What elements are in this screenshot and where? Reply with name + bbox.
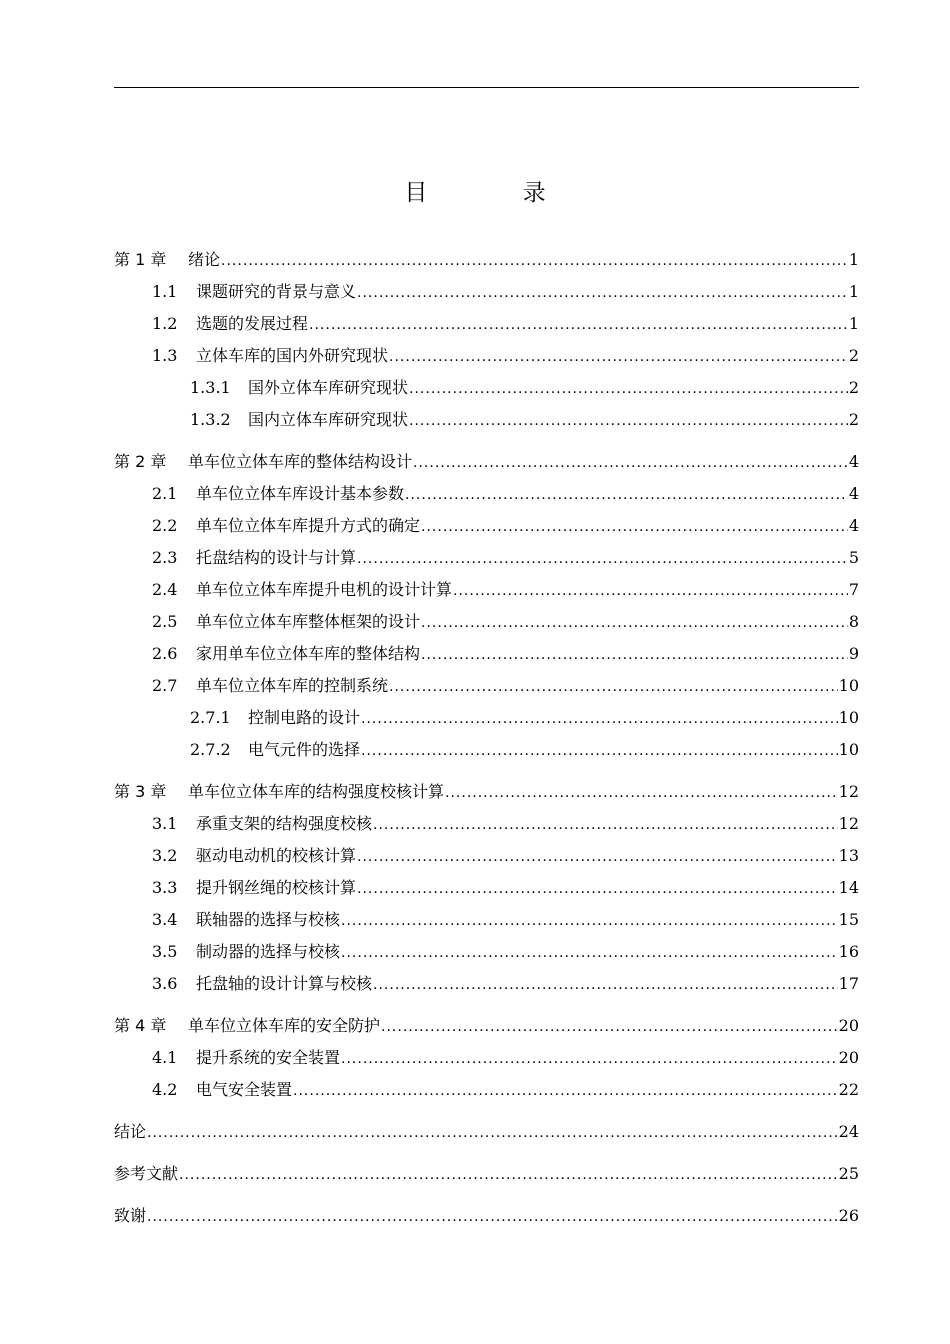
toc-subsection-1-3-2[interactable]: 1.3.2 国内立体车库研究现状 ..... 2 (114, 404, 859, 436)
toc-section-2-6[interactable]: 2.6 家用单车位立体车库的整体结构 ..... 9 (114, 638, 859, 670)
toc-section-2-7[interactable]: 2.7 单车位立体车库的控制系统 ..... 10 (114, 670, 859, 702)
toc-section-2-3[interactable]: 2.3 托盘结构的设计与计算 ..... 5 (114, 542, 859, 574)
table-of-contents (114, 244, 859, 1232)
toc-section-3-2[interactable]: 3.2 驱动电动机的校核计算 ..... 13 (114, 840, 859, 872)
toc-subsection-2-7-1[interactable]: 2.7.1 控制电路的设计 ..... 10 (114, 702, 859, 734)
toc-acknowledgements[interactable]: 致谢 ..... 26 (114, 1200, 859, 1232)
toc-references[interactable]: 参考文献 ..... 25 (114, 1158, 859, 1190)
toc-section-2-1[interactable]: 2.1 单车位立体车库设计基本参数 ..... 4 (114, 478, 859, 510)
toc-section-4-2[interactable]: 4.2 电气安全装置 ..... 22 (114, 1074, 859, 1106)
toc-section-3-3[interactable]: 3.3 提升钢丝绳的校核计算 ..... 14 (114, 872, 859, 904)
toc-chapter-2[interactable]: 第 2 章 单车位立体车库的整体结构设计 ..... 4 (114, 446, 859, 478)
toc-conclusion[interactable]: 结论 ..... 24 (114, 1116, 859, 1148)
toc-subsection-1-3-1[interactable]: 1.3.1 国外立体车库研究现状 ..... 2 (114, 372, 859, 404)
toc-subsection-2-7-2[interactable]: 2.7.2 电气元件的选择 ..... 10 (114, 734, 859, 766)
header-rule (114, 87, 859, 88)
toc-section-1-3[interactable]: 1.3 立体车库的国内外研究现状 ..... 2 (114, 340, 859, 372)
toc-section-2-2[interactable]: 2.2 单车位立体车库提升方式的确定 ..... 4 (114, 510, 859, 542)
toc-section-2-4[interactable]: 2.4 单车位立体车库提升电机的设计计算 ..... 7 (114, 574, 859, 606)
toc-section-3-5[interactable]: 3.5 制动器的选择与校核 ..... 16 (114, 936, 859, 968)
toc-section-1-2[interactable]: 1.2 选题的发展过程 ..... 1 (114, 308, 859, 340)
toc-title: 目 录 (404, 180, 590, 206)
toc-section-2-5[interactable]: 2.5 单车位立体车库整体框架的设计 ..... 8 (114, 606, 859, 638)
toc-section-4-1[interactable]: 4.1 提升系统的安全装置 ..... 20 (114, 1042, 859, 1074)
toc-chapter-4[interactable]: 第 4 章 单车位立体车库的安全防护 ..... 20 (114, 1010, 859, 1042)
toc-section-3-4[interactable]: 3.4 联轴器的选择与校核 ..... 15 (114, 904, 859, 936)
toc-section-3-6[interactable]: 3.6 托盘轴的设计计算与校核 ..... 17 (114, 968, 859, 1000)
toc-chapter-3[interactable]: 第 3 章 单车位立体车库的结构强度校核计算 ..... 12 (114, 776, 859, 808)
toc-chapter-1[interactable]: 第 1 章 绪论 ..... 1 (114, 244, 859, 276)
toc-section-1-1[interactable]: 1.1 课题研究的背景与意义 ..... 1 (114, 276, 859, 308)
toc-section-3-1[interactable]: 3.1 承重支架的结构强度校核 ..... 12 (114, 808, 859, 840)
